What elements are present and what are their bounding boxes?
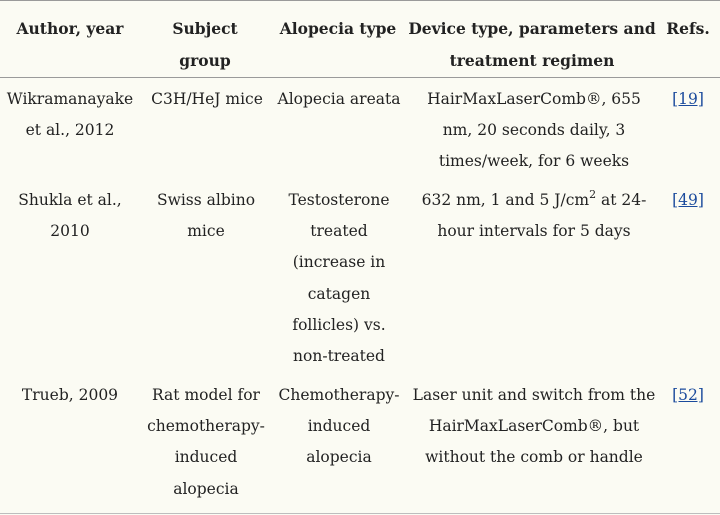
reference-link[interactable]: [49] <box>672 191 704 209</box>
header-refs: Refs. <box>666 19 710 38</box>
row-device: 632 nm, 1 and 5 $J/cm^2$ at 24- hour intervals for 5 days <box>421 188 647 241</box>
row-author: Trueb, 2009 <box>21 386 119 404</box>
row-device: Laser unit and switch from the HairMaxLaserComb®, but without the comb or handle <box>412 386 656 467</box>
row-device: HairMaxLaserComb®, 655 nm, 20 seconds daily, 3 times/week, for 6 weeks <box>427 90 641 171</box>
header-device-type: Device type, parameters and treatment regimen <box>408 19 656 70</box>
row-ref <box>660 380 716 411</box>
row-subject: C3H/HeJ mice <box>151 90 263 108</box>
row-ref <box>660 185 716 216</box>
header-author-year: Author, year <box>16 19 124 38</box>
row-alopecia-type: Alopecia areata <box>277 90 401 108</box>
row-author: Shukla et al., 2010 <box>18 191 122 241</box>
reference-link[interactable]: [19] <box>672 90 704 108</box>
row-subject: Swiss albino mice <box>156 191 256 241</box>
table-bottom-border <box>0 513 720 514</box>
row-subject: Rat model for chemotherapy- induced alopecia <box>147 386 265 498</box>
row-alopecia-type: Chemotherapy- induced alopecia <box>278 386 400 467</box>
header-subject-group: Subject group <box>172 19 238 70</box>
table-header <box>0 0 720 78</box>
row-author: Wikramanayake et al., 2012 <box>6 90 134 140</box>
header-alopecia-type: Alopecia type <box>279 19 397 38</box>
row-ref <box>660 84 716 115</box>
row-alopecia-type: Testosterone treated (increase in catagen follicles) vs. non-treated <box>288 191 390 366</box>
reference-link[interactable]: [52] <box>672 386 704 404</box>
